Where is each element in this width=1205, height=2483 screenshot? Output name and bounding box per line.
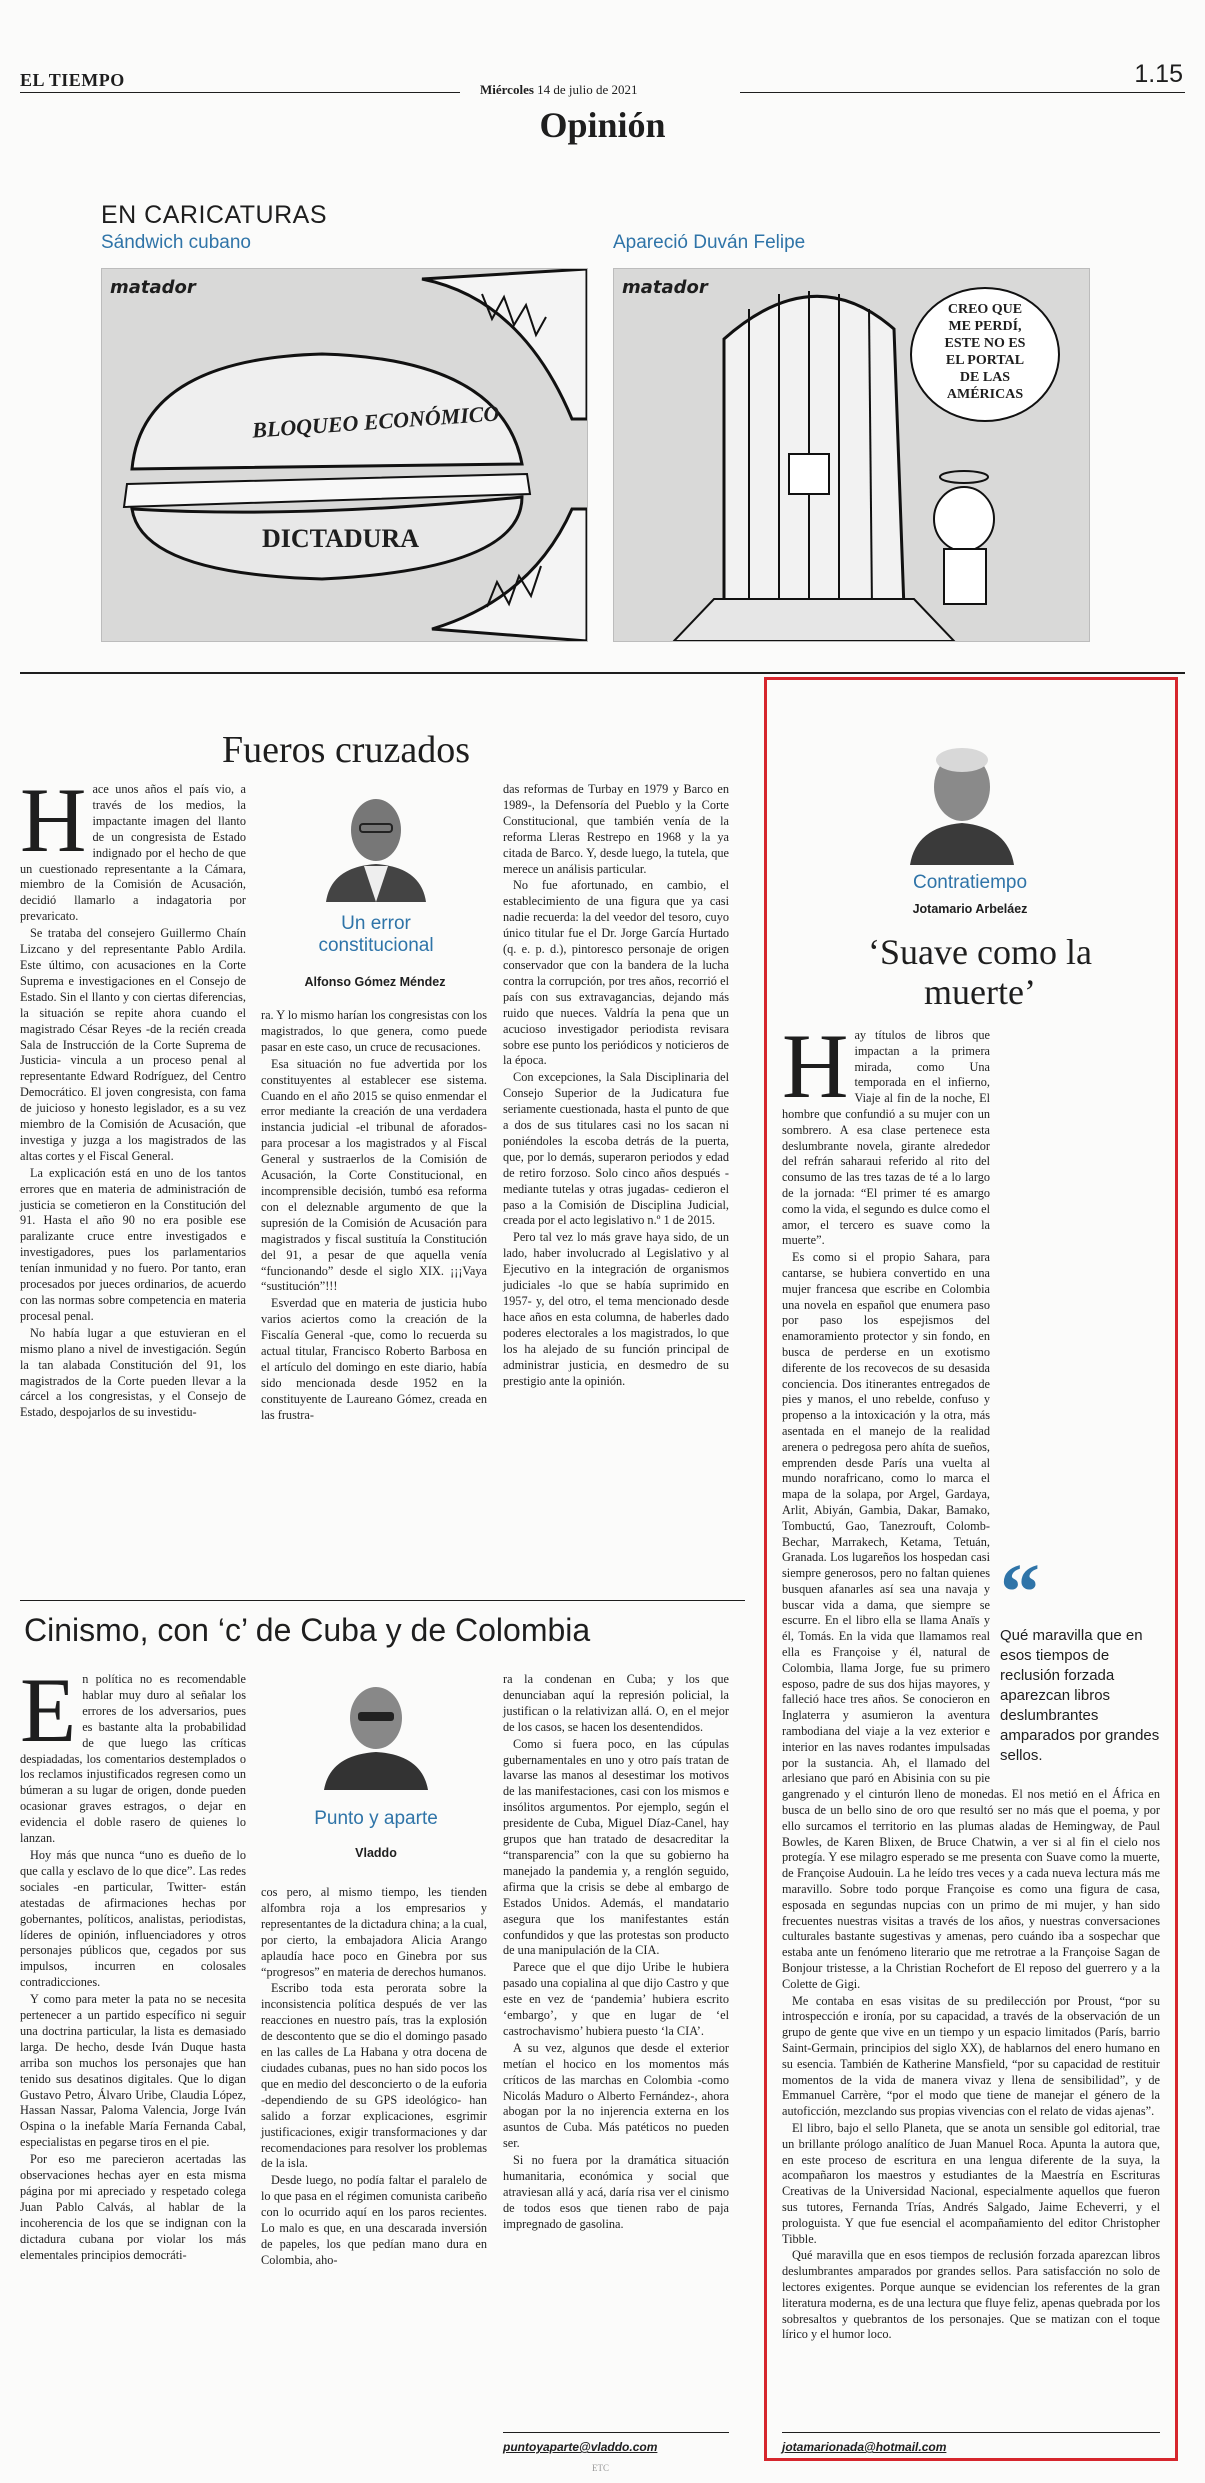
sandwich-drawing bbox=[102, 269, 587, 641]
speech-line: EL PORTAL bbox=[945, 353, 1025, 368]
suave-body bbox=[782, 1015, 1160, 2344]
column-name-fueros: Un error constitucional bbox=[318, 913, 434, 956]
newspaper-logo: EL TIEMPO bbox=[20, 70, 125, 90]
fueros-col1 bbox=[20, 769, 246, 1422]
author-email-link[interactable]: puntoyaparte@vladdo.com bbox=[503, 2440, 658, 2454]
cartoon-right-title: Apareció Duván Felipe bbox=[613, 232, 806, 253]
author-email-link-suave[interactable]: jotamarionada@hotmail.com bbox=[782, 2440, 947, 2454]
paragraph: Desde luego, no podía faltar el paralelo de lo que pasa en el régimen comunista caribeño con lo ocurrido aquí en los paros recientes. Lo malo es que, en una descarada inversión de papeles, los que pedían mano dura en Colombia, aho- bbox=[261, 2173, 487, 2267]
speech-line: CREO QUE bbox=[947, 302, 1023, 317]
speech-line: ME PERDÍ, bbox=[948, 319, 1022, 334]
cartoon-signature: matador bbox=[110, 277, 196, 298]
paragraph: Por eso me parecieron acertadas las observaciones hechas ayer en esta misma página por mi apreciado y respetado colega Juan Pablo Calvás, al hablar de la incoherencia de los que se indignan con la dictadura cubana por violar los más elementales principios democráti- bbox=[20, 2152, 246, 2262]
date-rest: 14 de julio de 2021 bbox=[537, 82, 638, 97]
paragraph: Con excepciones, la Sala Disciplinaria del Consejo Superior de la Judicatura fue seriamente cuestionada, hasta el punto de que a dos de sus titulares casi no los sacan ni poniéndoles la escoba detrás de la puerta, que, por lo demás, superaron periodos y edad de retiro forzoso. Solo cinco años después -mediante tutelas y otras jugadas- cedieron el paso a la Comisión de Disciplina Judicial, creada por el acto legislativo n.º 1 de 2015. bbox=[503, 1070, 729, 1228]
paragraph: Si no fuera por la dramática situación humanitaria, económica y social que atraviesan allá y acá, daría risa ver el cinismo de todos esos que tienen rabo de paja impregnado de gasolina. bbox=[503, 2153, 729, 2231]
paragraph: Y como para meter la pata no se necesita pertenecer a un partido específico ni seguir una doctrina particular, la lista es demasiado larga. De hecho, desde Iván Duque hasta arriba son muchos los personajes que han tenido sus desatinos digitales. Que lo digan Gustavo Petro, Álvaro Uribe, Claudia López, Hassan Nassar, Paloma Valencia, Jorge Iván Ospina o la inefable María Fernanda Cabal, especialistas en pegarse tiros en el pie. bbox=[20, 1992, 246, 2150]
paragraph: A su vez, algunos que desde el exterior metían el hocico en los momentos más críticos de las marchas en Colombia -como Nicolás Maduro o Alberto Fernández-, ahora abogan por la no injerencia externa en los asuntos de Cuba. Más patéticos no pueden ser. bbox=[503, 2040, 729, 2151]
author-photo-vladdo bbox=[316, 1670, 436, 1790]
speech-line: AMÉRICAS bbox=[946, 387, 1024, 402]
paragraph: Es como si el propio Sahara, para cantarse, se hubiera convertido en una mujer francesa que escribe en Colombia una novela en español que enumera paso por paso los espejismos del enamoramiento protector y sin fondo, en busca de perderse en un exotismo diferente de los recovecos de su desasida conciencia. Dos itinerantes entregados de pies y manos, el uno rebelde, confuso y propenso a la intoxicación y la otra, más asentada en el manejo de la realidad arenera o pedregosa pero ahíta de sueños, emprenden desde París una vuelta al mundo norafricano, como lo marca el mapa de la solapa, por Argel, Gardaya, Arlit, Abiyán, Gambia, Dakar, Bamako, Tombuctú, Gao, Tanezrouft, Colomb-Bechar, Marrakech, Ketama, Tetuán, Granada. Los lugareños los hospedan casi siempre generosos, pero no faltan quienes busquen afanarles así sea una navaja y buscar vida a dama, que siempre se escurre. En el libro ella se llama Anaïs y él, Tomás. En la vida que llamamos real ella es Françoise y él, natural de Colombia, llama Jorge, fue su primero esposo, padre de sus dos hijas mayores, y falleció hace tres años. Se conocieron en Inglaterra y asumieron la aventura rambodiana del viaje a la vez exterior e interior en las naves rodantes impulsadas por la sustancia. Ah, el llamado del arlesiano que paró en Abisinia con su pie gangrenado y el cinturón lleno de monedas. El nos metió en el África en busca de un bello sino de oro que resultó ser no más que el poema, y por ello surcamos el territorio en las plumas aladas de Hemingway, de Paul Bowles, de Karen Blixen, de Bruce Chatwin, a ver si al fin el cielo nos protegía. Y ese milagro esperado se me presenta con Suave como la muerte, de Françoise Audouin. La he leído tres veces y a cada nueva lectura más me maravillo. Sobre todo porque Françoise es como una figura de casa, esposada en segundas nupcias con un primo de mi mujer, y han sido frecuentes nuestras visitas a través de los años, y nuestras conversaciones culturales bastante sugestivas y amenas, pero cuándo iba a sospechar que estaba ante un fenómeno literario que me retrotrae a la Françoise Sagan de Bonjour tristesse, a la Christian Rochefort de El reposo del guerrero y a la Colette de Gigi. bbox=[782, 1250, 1160, 1991]
paragraph: Esa situación no fue advertida por los constituyentes al establecer ese sistema. Cuando en el año 2015 se quiso enmendar el error mediante la creación de una verdadera instancia judicial -el tribunal de aforados- para procesar a los magistrados y al Fiscal General y sustraerlos de la Comisión de Acusación, la Corte Constitucional, en incomprensible decisión, tumbó esa reforma con el deleznable argumento de que la supresión de la Comisión de Acusación para magistrados y fiscal sustituía la Constitución del 91, a pesar de que aquella venía “funcionando” desde el siglo XIX. ¡¡¡Vaya “sustitución”!!! bbox=[261, 1056, 487, 1294]
pull-quote-text: Qué maravilla que en esos tiempos de reclusión forzada aparezcan libros deslumbrantes amparados por grandes sellos. bbox=[1000, 1627, 1160, 1764]
paragraph: Escribo toda esta perorata sobre la inconsistencia política después de ver las reacciones en nuestro país, tras la explosión de descontento que se dio el domingo pasado en las calles de La Habana y otra docena de ciudades cubanas, pues no han sido pocos los que en medio del desconcierto o de la euforia -dependiendo de su GPS ideológico- han salido a forzar explicaciones, esgrimir justificaciones, exigir transformaciones y dar recomendaciones para resolver los problemas de la isla. bbox=[261, 1981, 487, 2171]
author-cinismo: Vladdo bbox=[355, 1846, 397, 1860]
email-rule-suave bbox=[782, 2432, 1160, 2433]
header-date bbox=[480, 82, 638, 98]
paragraph: Hoy más que nunca “uno es dueño de lo que calla y esclavo de lo que dice”. Las redes sociales -en particular, Twitter- están atestadas de afirmaciones hechas por gobernantes, políticos, analistas, periodistas, líderes de opinión, influenciadores y otros personajes públicos que, cegados por sus impulsos, incurren en colosales contradicciones. bbox=[20, 1847, 246, 1990]
dropcap: H bbox=[20, 769, 87, 871]
cartoon-label-bloqueo: BLOQUEO ECONÓMICO bbox=[251, 400, 501, 443]
dropcap: H bbox=[782, 1015, 849, 1117]
speech-line: DE LAS bbox=[959, 370, 1011, 385]
paragraph: Me contaba en esas visitas de su predilección por Proust, “por su introspección e ironía, por su capacidad, a través de la observación de un grupo de gente que vive en un tiempo y un espacio limitados (París, barrio Saint-Germain, principios del siglo XX), de hablarnos del enero humano en su esencia. También de Katherine Mansfield, “por su capacidad de restituir momentos de la vida de manera vivaz y llena de sensibilidad”, y de Emmanuel Carrère, “por el modo que tiene de manejar el género de la autoficción, mezclando sus propias vivencias con el relato de vidas ajenas”. bbox=[782, 1993, 1160, 2119]
paragraph: Esverdad que en materia de justicia hubo varios aciertos como la creación de la Fiscalía General -que, como lo recuerda su actual titular, Francisco Roberto Barbosa en el artículo del domingo en este diario, había sido mencionada desde 1952 en la constituyente de Laureano Gómez, creada en las frustra- bbox=[261, 1296, 487, 1422]
cartoon-signature-right: matador bbox=[622, 277, 708, 298]
cartoon-portal bbox=[613, 268, 1090, 642]
paragraph: Como si fuera poco, en las cúpulas gubernamentales en uno y otro país tratan de lavarse las manos al desestimar los motivos de las manifestaciones, casi con los mismos e insólitos argumentos. Por ejemplo, según el presidente de Cuba, Miguel Díaz-Canel, hay grupos que han tratado de desacreditar la “transparencia” con la que su gobierno ha manejado la pandemia y, a renglón seguido, afirma que la crisis se debe al embargo de Estados Unidos. Además, el mandatario asegura que los manifestantes están confundidos y que las protestas son producto de una manipulación de la CIA. bbox=[503, 1736, 729, 1958]
column-name-suave: Contratiempo bbox=[912, 872, 1028, 893]
author-photo-gomez bbox=[316, 782, 436, 902]
portrait-icon bbox=[316, 782, 436, 902]
speech-line: ESTE NO ES bbox=[944, 336, 1026, 351]
date-weekday: Miércoles bbox=[480, 82, 534, 97]
portrait-icon bbox=[316, 1670, 436, 1790]
quote-icon: “ bbox=[1000, 1549, 1040, 1637]
section-title: Opinión bbox=[539, 105, 666, 145]
column-name-cinismo: Punto y aparte bbox=[314, 1808, 438, 1829]
cinismo-col3 bbox=[503, 1672, 729, 2234]
paragraph: ra. Y lo mismo harían los congresistas con los magistrados, lo que genera, como puede pasar en este caso, un cruce de recusaciones. bbox=[261, 1008, 487, 1054]
header-rule-left bbox=[20, 92, 460, 93]
header-rule-right bbox=[740, 92, 1185, 93]
paragraph: cos pero, al mismo tiempo, les tienden alfombra roja a los empresarios y representantes de la dictadura china; a la cual, por cierto, la embajadora Alicia Arango aplaudía hace poco en Ginebra por sus “progresos” en materia de derechos humanos. bbox=[261, 1885, 488, 1979]
email-rule bbox=[503, 2432, 729, 2433]
section-divider bbox=[20, 672, 1185, 674]
cinismo-col2 bbox=[261, 1885, 487, 2270]
paragraph: ay títulos de libros que impactan a la primera mirada, como Una temporada en el infierno, Viaje al fin de la noche, El hombre que confundió a su mujer con un sombrero. A esa clase pertenece esta deslumbrante novela, girante alrededor del refrán saharaui referido al rito del consumo de las tres tazas de té a lo largo de la jornada: “El primer té es amargo como la vida, el segundo es dulce como el amor, el tercero es suave como la muerte”. bbox=[782, 1028, 990, 1248]
author-photo-arbelaez bbox=[902, 735, 1022, 865]
portrait-icon bbox=[902, 735, 1022, 865]
page-number: 1.15 bbox=[1134, 60, 1183, 88]
cartoon-label-dictadura: DICTADURA bbox=[262, 524, 419, 553]
author-suave: Jotamario Arbeláez bbox=[912, 902, 1028, 916]
footer-mark: ETC bbox=[592, 2463, 609, 2473]
author-fueros: Alfonso Gómez Méndez bbox=[304, 975, 446, 989]
paragraph: Se trataba del consejero Guillermo Chaín Lizcano y del representante Pablo Ardila. Este último, con acusaciones en la Corte Suprema e investigaciones en el Consejo de Estado. Sin el llanto y con ciertas diferencias, la situación se repite ahora cuando el magistrado César Reyes -de la recién creada Sala de Instrucción de la Corte Suprema de Justicia- vincula a un proceso penal al representante Edward Rodríguez, del Centro Democrático. El joven congresista, con fama de juicioso y honesto legislador, es a su vez miembro de la Comisión de Acusación, que investiga y juzga a los magistrados de las altas cortes y el Fiscal General. bbox=[20, 926, 246, 1163]
article-divider bbox=[20, 1600, 745, 1601]
cartoon-sandwich bbox=[101, 268, 588, 642]
dropcap: E bbox=[20, 1659, 77, 1761]
paragraph: das reformas de Turbay en 1979 y Barco en 1989-, la Defensoría del Pueblo y la Corte Constitucional, que también venía de la reforma Lleras Restrepo en 1968 y la ya citada de Barco. Y, desde luego, la tutela, que merece un análisis particular. bbox=[503, 782, 729, 876]
article-title-fueros: Fueros cruzados bbox=[222, 729, 470, 771]
speech-bubble bbox=[910, 287, 1060, 422]
article-title-cinismo: Cinismo, con ‘c’ de Cuba y de Colombia bbox=[24, 1612, 591, 1648]
paragraph: Qué maravilla que en esos tiempos de reclusión forzada aparezcan libros deslumbrantes amparados por grandes sellos. Para satisfacción no solo de lectores exigentes. Porque aunque se evidencian los referentes de la gran literatura moderna, es de una lectura que fluye feliz, apenas quebrada por los sobresaltos y quebrantos de los personajes. Que se matizan con el toque lírico y el humor loco. bbox=[782, 2248, 1160, 2342]
cinismo-col1 bbox=[20, 1659, 246, 2265]
cartoon-left-title: Sándwich cubano bbox=[101, 232, 251, 253]
paragraph: No fue afortunado, en cambio, el establecimiento de una figura que ya casi nadie recuerda: la del veedor del tesoro, cuyo único titular fue el Dr. Jorge García Hurtado (q. e. p. d.), pintoresco personaje de origen conservador que con la bandera de la lucha contra la corrupción, por tres años, recorrió el país con sus extravagancias, dejando más ruido que nueces. Valdría la pena que un acucioso investigador periodista revisara sobre ese punto los periódicos y noticieros de la época. bbox=[503, 878, 729, 1068]
paragraph: Parece que el que dijo Uribe le hubiera pasado una copialina al que dijo Castro y que este en vez de ‘pandemia’ hubiera escrito ‘embargo’, y que en lugar de ‘el castrochavismo’ hubiera puesto ‘la CIA’. bbox=[503, 1960, 729, 2038]
paragraph: El libro, bajo el sello Planeta, que se anota un sensible gol editorial, trae un brillante prólogo analítico de Juan Manuel Roca. Apunta la autora que, en este proceso de escritura en una lengua diferente de la suya, la acompañaron los maestros y estudiantes de la Maestría en Escrituras Creativas de la Universidad Nacional, especialmente aquellos que fueron sus tutores, Fernanda Trías, Andrés Salgado, Jaime Echeverri, y el prologuista. Y que fue esencial el acompañamiento del editor Christopher Tibble. bbox=[782, 2120, 1160, 2246]
pull-quote bbox=[1000, 1549, 1160, 1766]
paragraph: ace unos años el país vio, a través de los medios, la impactante imagen del llanto de un congresista de Estado indignado por el hecho de que un cuestionado representante a la Cámara, miembro de la Comisión de Acusación, decidió llamarlo a indagatoria por prevaricato. bbox=[20, 782, 246, 924]
caricaturas-heading: EN CARICATURAS bbox=[101, 201, 328, 229]
paragraph: n política no es recomendable hablar muy duro al señalar los errores de los adversarios, pues es bastante alta la probabilidad de que luego las críticas despiadadas, los comentarios destemplados o los reclamos injustificados regresen como un búmeran a su lugar de origen, donde pueden ocasionar graves estragos, o dejar en evidencia el doble rasero de quienes lo lanzan. bbox=[20, 1672, 246, 1846]
paragraph: Pero tal vez lo más grave haya sido, de un lado, haber involucrado al Legislativo y al Ejecutivo en la integración de organismos judiciales -lo que se había suprimido en 1957- y, del otro, el tema mencionado desde hace años en esta columna, de haberles dado poderes electorales a los magistrados, lo que los ha alejado de su función principal de administrar justicia, en desmedro de su prestigio ante la opinión. bbox=[503, 1230, 729, 1388]
paragraph: ra la condenan en Cuba; y los que denunciaban aquí la represión policial, la justifican o la relativizan allá. O, en el mejor de los casos, se hacen los desentendidos. bbox=[503, 1672, 729, 1734]
fueros-col3 bbox=[503, 782, 729, 1390]
fueros-col2 bbox=[261, 1008, 487, 1425]
paragraph: La explicación está en uno de los tantos errores que en materia de administración de justicia se cometieron en la Constitución del 91. Hasta el año 90 no era posible ese paralizante cruce entre investigados e investigadores, pues los parlamentarios tenían inmunidad y no fuero. Por tanto, eran procesados por jueces ordinarios, de acuerdo con las normas sobre competencia en materia procesal penal. bbox=[20, 1165, 246, 1323]
paragraph: No había lugar a que estuvieran en el mismo plano a nivel de investigación. Según la tan alabada Constitución del 91, los magistrados de la Corte pueden llevar a la cárcel a los congresistas, y el Consejo de Estado, despojarlos de su investidu- bbox=[20, 1325, 246, 1420]
article-title-suave: ‘Suave como la muerte’ bbox=[868, 932, 1092, 1012]
